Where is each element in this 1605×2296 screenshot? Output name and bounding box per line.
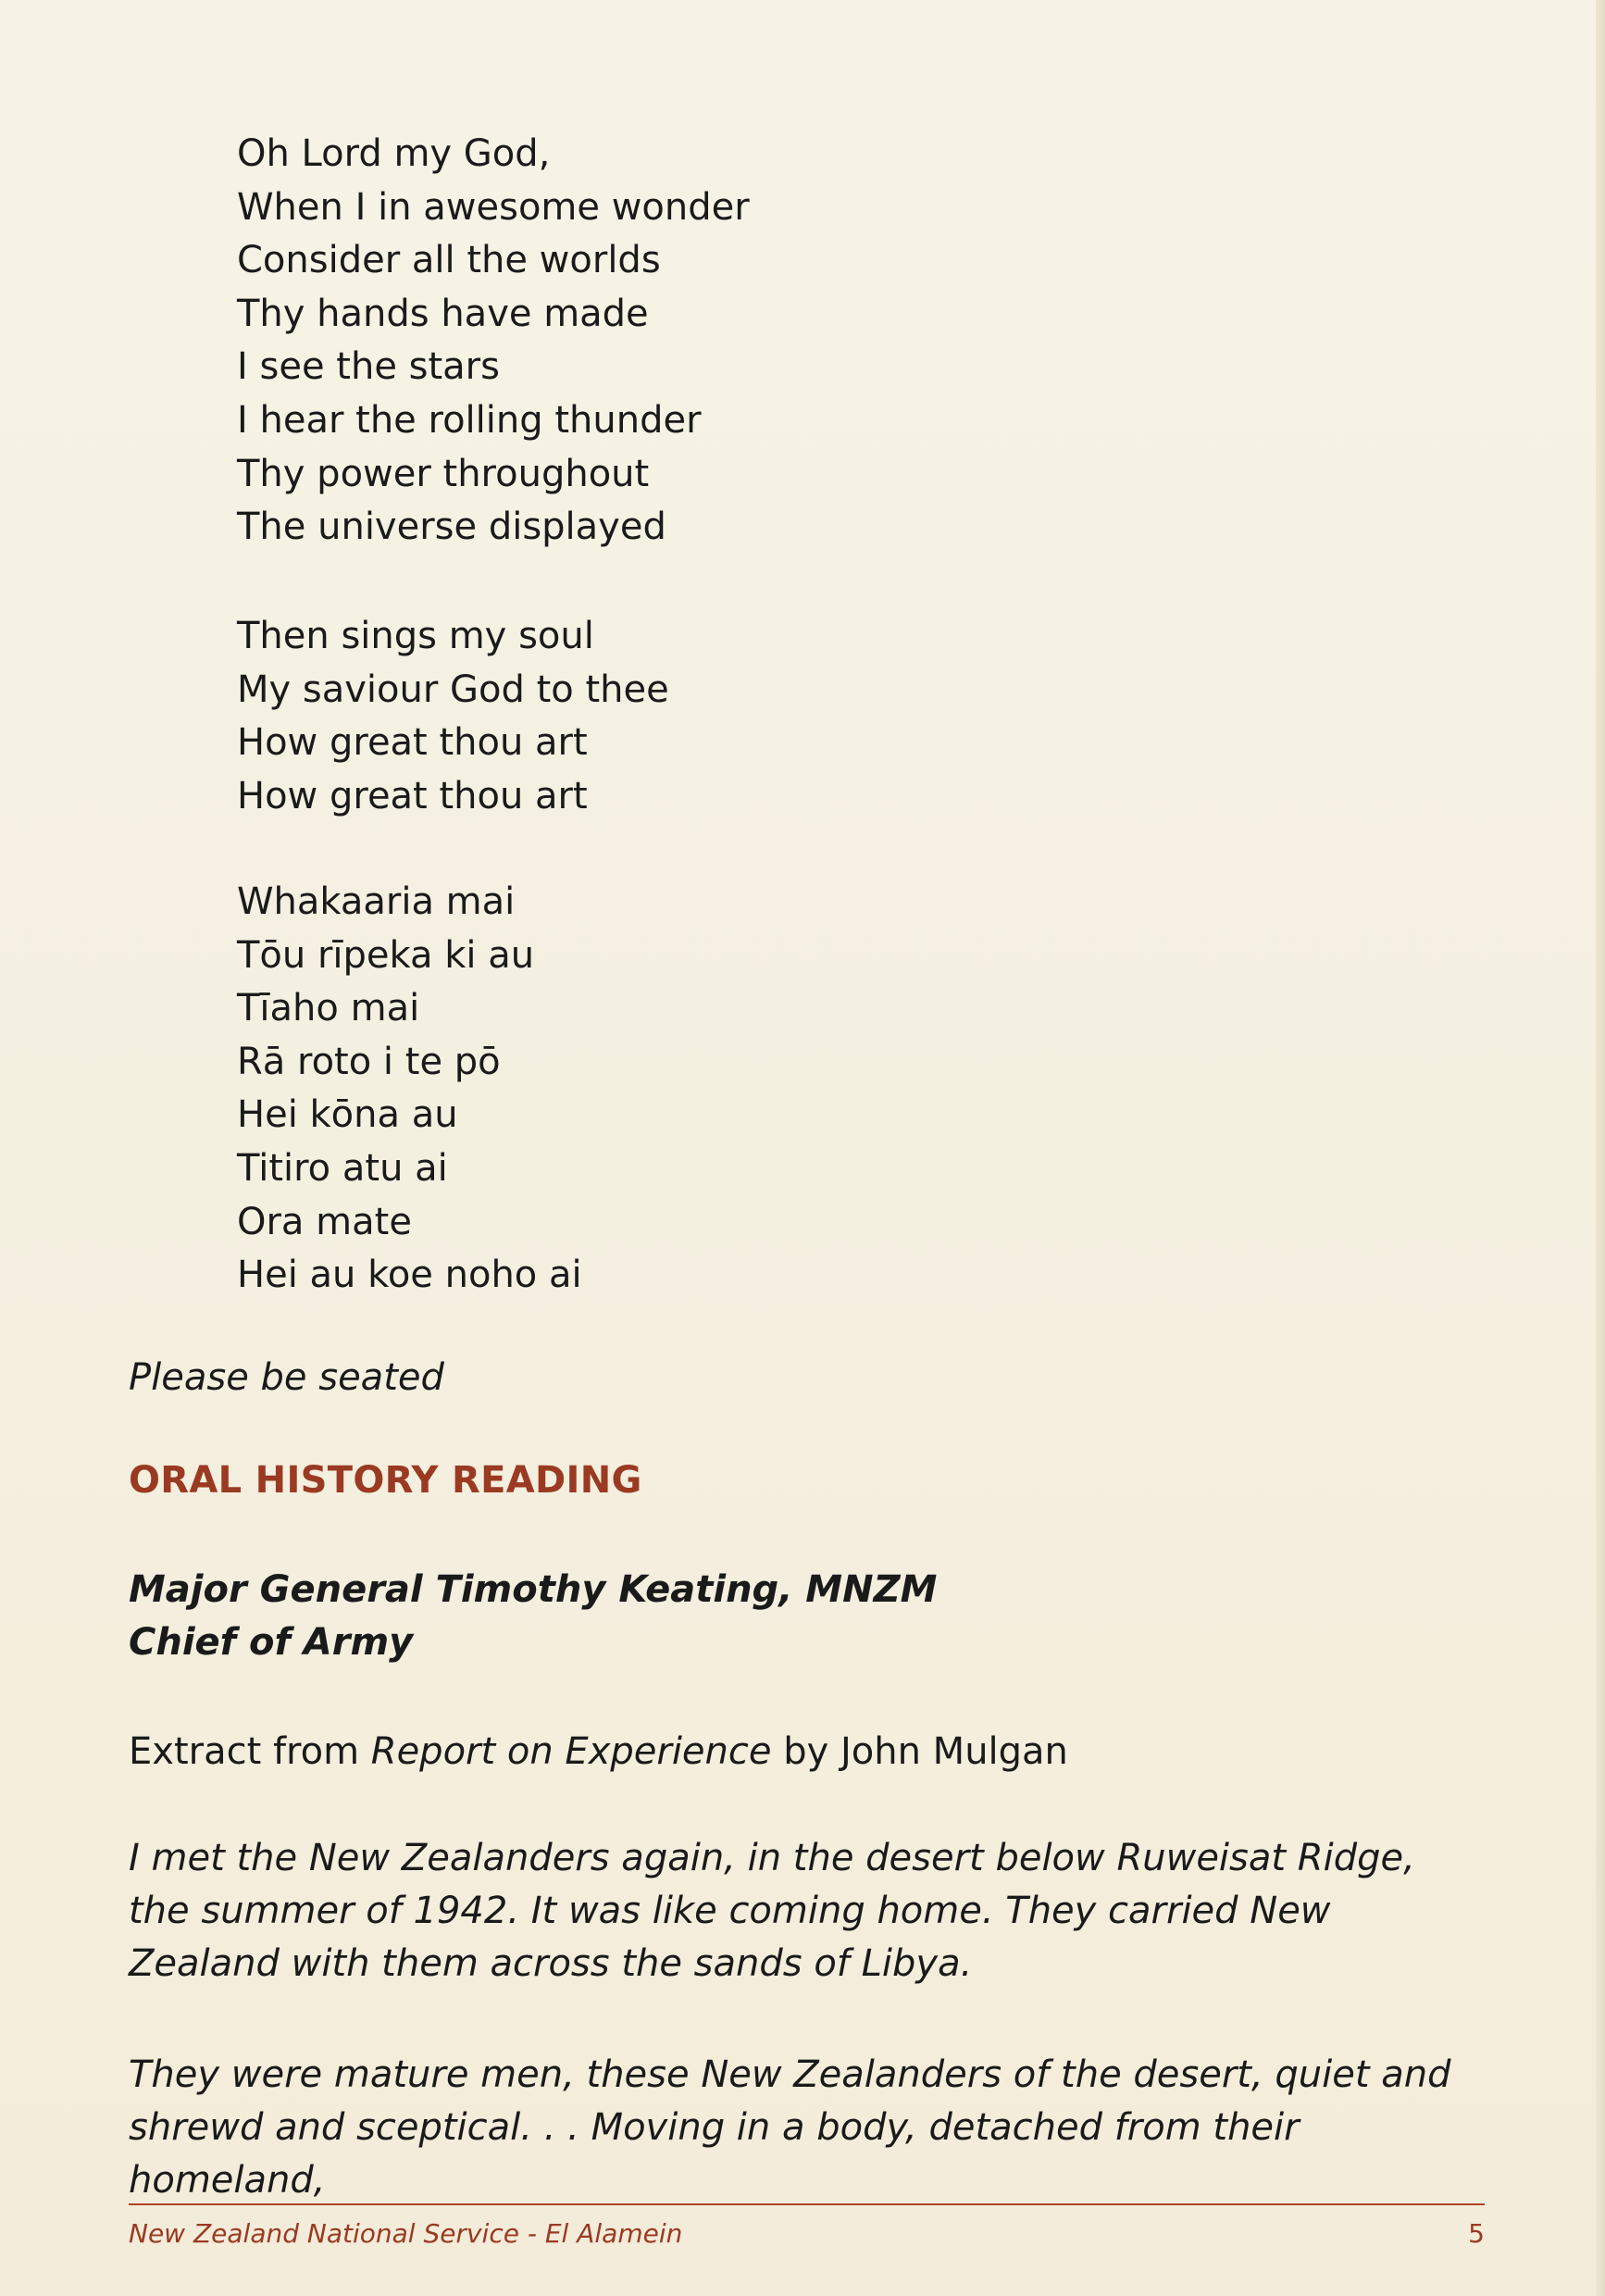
quote-paragraph: I met the New Zealanders again, in the desert below Ruweisat Ridge, the summer of 1942. It was like coming home. They carried New Zealand with them across the sands of Libya. [129,1837,1415,1985]
verse-line: How great thou art [237,721,588,765]
verse-line: The universe displayed [237,505,666,549]
extract-attribution [129,1726,1480,1778]
quote-paragraph: They were mature men, these New Zealanders of the desert, quiet and shrewd and sceptical. . . Moving in a body, detached from their homeland, [129,2053,1451,2202]
verse-line: Ora mate [237,1200,412,1243]
extract-prefix: Extract from [129,1730,371,1773]
verse-line: Tōu rīpeka ki au [237,933,535,977]
page-edge [1596,0,1605,2296]
speaker-name: Major General Timothy Keating, MNZM [129,1568,938,1611]
extract-author: by John Mulgan [771,1730,1068,1773]
hymn-verse-3-maori [237,876,582,1303]
speaker-title: Chief of Army [129,1621,414,1664]
verse-line: My saviour God to thee [237,668,669,711]
seating-instruction: Please be seated [129,1356,444,1399]
verse-line: Thy power throughout [237,452,650,495]
footer-title: New Zealand National Service - El Alamein [129,2218,683,2249]
extract-work-title: Report on Experience [370,1730,772,1773]
verse-line: Then sings my soul [237,615,594,657]
verse-line: Rā roto i te pō [237,1040,501,1083]
section-heading: ORAL HISTORY READING [129,1459,642,1502]
verse-line: Thy hands have made [237,292,649,335]
verse-line: Titiro atu ai [237,1146,448,1190]
verse-line: I hear the rolling thunder [237,398,702,442]
verse-line: Hei au koe noho ai [237,1254,582,1297]
verse-line: Tīaho mai [237,987,420,1030]
hymn-verse-1 [237,128,750,555]
verse-line: I see the stars [237,345,500,389]
verse-line: Hei kōna au [237,1093,458,1137]
footer-rule [129,2203,1485,2205]
verse-line: Whakaaria mai [237,880,516,923]
speaker-block [129,1564,937,1669]
verse-line: When I in awesome wonder [237,185,750,229]
page-number: 5 [1468,2218,1485,2249]
hymn-verse-2 [237,610,669,823]
verse-line: How great thou art [237,774,588,817]
verse-line: Consider all the worlds [237,239,661,282]
verse-line: Oh Lord my God, [237,132,551,175]
